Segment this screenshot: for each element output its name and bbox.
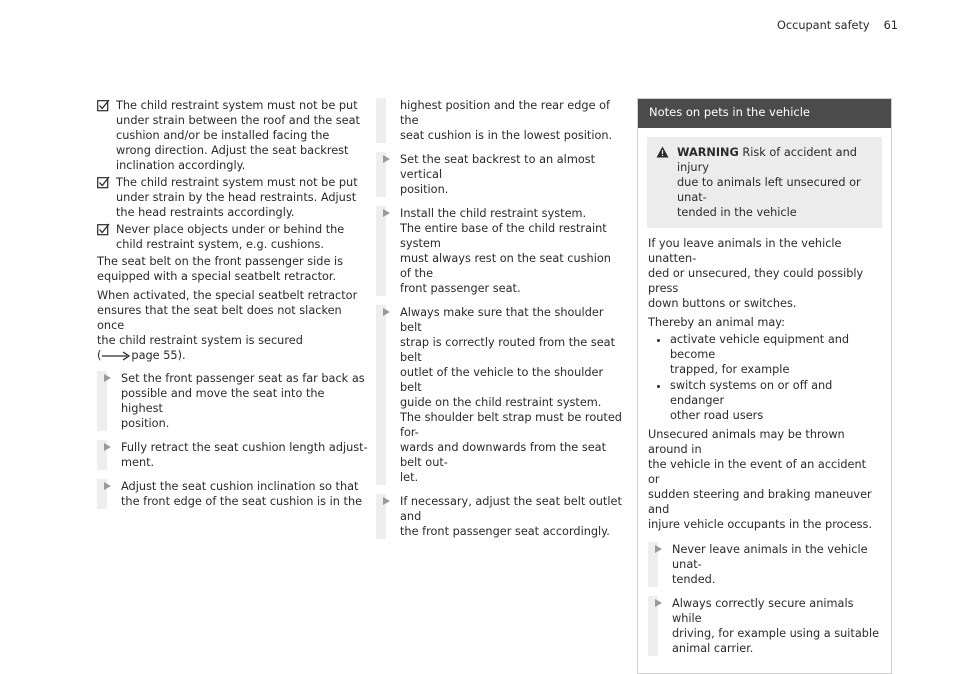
- paragraph: [97, 288, 369, 363]
- warning-label: WARNING: [677, 146, 739, 159]
- warning-box: [647, 137, 882, 228]
- text-line: the vehicle in the event of an accident or: [648, 458, 867, 486]
- text-line: must always rest on the seat cushion of the: [400, 252, 611, 280]
- text-line: front passenger seat.: [400, 282, 521, 295]
- text-line: Adjust the seat cushion inclination so that: [121, 480, 359, 493]
- text-line: Never place objects under or behind the: [116, 223, 345, 236]
- instruction-step: [648, 542, 881, 587]
- text-line: the front edge of the seat cushion is in the: [121, 495, 363, 508]
- step-bar: [376, 305, 386, 485]
- text-line: Always make sure that the shoulder belt: [400, 306, 604, 334]
- arrow-right-icon: [101, 351, 131, 361]
- text-line: tended.: [672, 573, 716, 586]
- instruction-step: [376, 152, 622, 197]
- step-arrow-icon: [383, 155, 390, 163]
- text-line: driving, for example using a suitable: [672, 627, 880, 640]
- text-line: Always correctly secure animals while: [672, 597, 854, 625]
- step-list: [648, 542, 881, 656]
- step-bar: [376, 98, 386, 143]
- box-body: [638, 228, 891, 673]
- text-line: let.: [400, 471, 419, 484]
- text-line: The child restraint system must not be put: [116, 99, 358, 112]
- text-line: position.: [121, 417, 170, 430]
- paragraph: Thereby an animal may:: [648, 316, 785, 329]
- instruction-step: [376, 494, 622, 539]
- text-line: highest position and the rear edge of the: [400, 99, 611, 127]
- text-line: The shoulder belt strap must be routed for-: [400, 411, 622, 439]
- pets-info-box: [637, 98, 892, 674]
- warning-text: Risk of accident and injury: [677, 146, 857, 174]
- text-line: wrong direction. Adjust the seat backrest: [116, 144, 349, 157]
- text-line: The child restraint system must not be put: [116, 176, 358, 189]
- step-arrow-icon: [383, 209, 390, 217]
- column-1: [97, 98, 369, 518]
- page-number: 61: [883, 19, 898, 32]
- text-line: injure vehicle occupants in the process.: [648, 518, 873, 531]
- text-line: possible and move the seat into the highest: [121, 387, 325, 415]
- warning-text: tended in the vehicle: [677, 206, 797, 219]
- text-line: outlet of the vehicle to the shoulder belt: [400, 366, 604, 394]
- text-line: strap is correctly routed from the seat belt: [400, 336, 616, 364]
- text-line: • activate vehicle equipment and become: [670, 333, 850, 361]
- instruction-step: [97, 371, 369, 431]
- checklist: [97, 98, 369, 252]
- text-line: under strain by the head restraints. Adjust: [116, 191, 357, 204]
- step-arrow-icon: [104, 482, 111, 490]
- text-line: If necessary, adjust the seat belt outlet and: [400, 495, 622, 523]
- instruction-step: [97, 479, 369, 509]
- text-line: wards and downwards from the seat belt out-: [400, 441, 607, 469]
- text-line: down buttons or switches.: [648, 297, 797, 310]
- text-line: When activated, the special seatbelt retractor: [97, 289, 358, 302]
- checklist-text: [116, 222, 369, 252]
- text-line: inclination accordingly.: [116, 159, 246, 172]
- text-line: the front passenger seat accordingly.: [400, 525, 610, 538]
- text-line: If you leave animals in the vehicle unatten-: [648, 237, 842, 265]
- text-line: position.: [400, 183, 449, 196]
- text-line: • switch systems on or off and endanger: [670, 379, 833, 407]
- text-line: cushion and/or be installed facing the: [116, 129, 330, 142]
- bullet-item: [670, 378, 881, 423]
- page-header: [777, 18, 898, 33]
- checklist-text: [116, 175, 369, 220]
- text-line: Unsecured animals may be thrown around in: [648, 428, 845, 456]
- page-reference-text: page 55).: [131, 349, 186, 362]
- text-line: the head restraints accordingly.: [116, 206, 295, 219]
- text-line: The seat belt on the front passenger side is: [97, 255, 344, 268]
- step-arrow-icon: [655, 599, 662, 607]
- text-line: guide on the child restraint system.: [400, 396, 602, 409]
- text-line: sudden steering and braking maneuver and: [648, 488, 872, 516]
- warning-triangle-icon: [656, 146, 669, 158]
- step-bar: [376, 206, 386, 296]
- paragraph: [648, 427, 881, 532]
- section-title: Occupant safety: [777, 19, 870, 32]
- step-list: [97, 371, 369, 509]
- instruction-step: [97, 440, 369, 470]
- box-title: Notes on pets in the vehicle: [638, 99, 891, 128]
- text-line: Never leave animals in the vehicle unat-: [672, 543, 868, 571]
- paragraph: [648, 236, 881, 311]
- instruction-step: [376, 305, 622, 485]
- text-line: Fully retract the seat cushion length adjust-: [121, 441, 368, 454]
- step-arrow-icon: [655, 545, 662, 553]
- text-line: ment.: [121, 456, 155, 469]
- text-line: Install the child restraint system.: [400, 207, 587, 220]
- checklist-item: [97, 175, 369, 220]
- text-line: Set the seat backrest to an almost vertical: [400, 153, 596, 181]
- instruction-step: [648, 596, 881, 656]
- checkbox-checked-icon: [97, 176, 110, 189]
- text-line: trapped, for example: [670, 363, 790, 376]
- text-line: seat cushion is in the lowest position.: [400, 129, 613, 142]
- checklist-item: [97, 98, 369, 173]
- bullet-item: [670, 332, 881, 377]
- checklist-item: [97, 222, 369, 252]
- bullet-list: [648, 332, 881, 423]
- checkbox-checked-icon: [97, 223, 110, 236]
- text-line: ensures that the seat belt does not slacken once: [97, 304, 342, 332]
- text-line: The entire base of the child restraint system: [400, 222, 607, 250]
- step-arrow-icon: [383, 308, 390, 316]
- checkbox-checked-icon: [97, 99, 110, 112]
- checklist-text: [116, 98, 369, 173]
- text-line: animal carrier.: [672, 642, 754, 655]
- instruction-step: [376, 206, 622, 296]
- text-line: ded or unsecured, they could possibly press: [648, 267, 864, 295]
- step-arrow-icon: [104, 443, 111, 451]
- text-line: equipped with a special seatbelt retractor.: [97, 270, 337, 283]
- step-arrow-icon: [383, 497, 390, 505]
- page-reference-link[interactable]: ( page 55).: [97, 349, 186, 362]
- warning-text: due to animals left unsecured or unat-: [677, 176, 861, 204]
- text-line: child restraint system, e.g. cushions.: [116, 238, 324, 251]
- column-2: [376, 98, 622, 548]
- step-list: [376, 98, 622, 539]
- text-line: the child restraint system is secured: [97, 334, 303, 347]
- text-line: Set the front passenger seat as far back as: [121, 372, 365, 385]
- step-arrow-icon: [104, 374, 111, 382]
- text-line: other road users: [670, 409, 764, 422]
- instruction-step: [376, 98, 622, 143]
- paragraph: [97, 254, 369, 284]
- text-line: under strain between the roof and the seat: [116, 114, 360, 127]
